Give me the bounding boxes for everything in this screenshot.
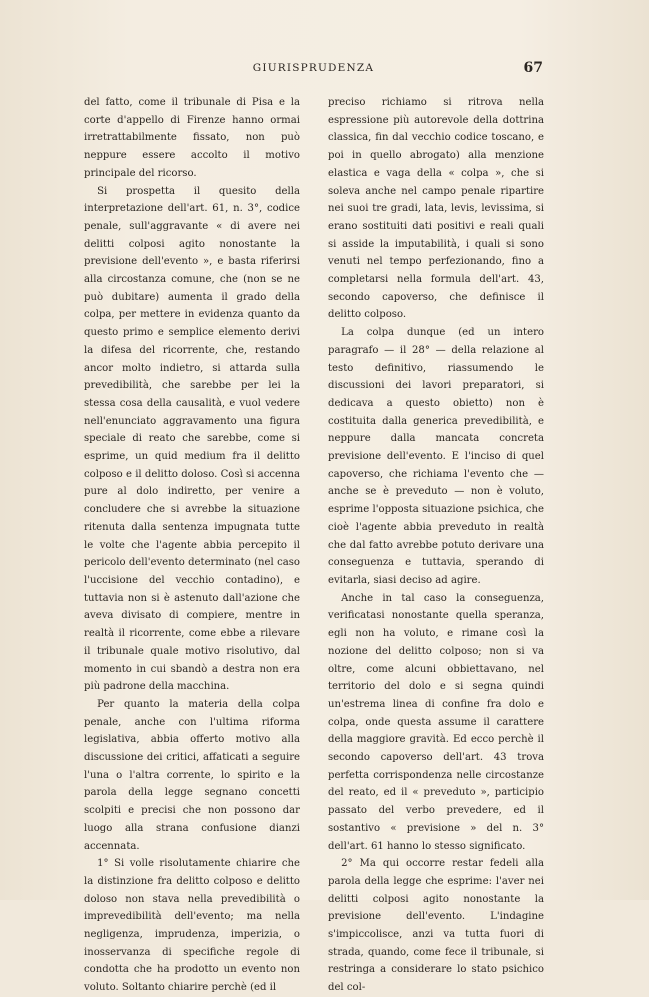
paragraph: La colpa dunque (ed un intero paragrafo — il 28° — della relazione al testo definitivo, riassumendo le discussioni dei lavori preparatori, si dedicava a questo obietto) non è costituita dalla generica prevedibilità, e neppure dalla mancata concreta previsione dell'evento. E l'inciso di quel capoverso, che richiama l'evento che — anche se è preveduto — non è voluto, esprime l'opposta situazione psichica, che cioè l'agente abbia preveduto in realtà che dal fatto avrebbe potuto derivare una conseguenza e tuttavia, sperando di evitarla, siasi deciso ad agire. [328,327,544,586]
left-column [84,94,300,997]
paragraph: 2° Ma qui occorre restar fedeli alla parola della legge che esprime: l'aver nei delitti colposi agito nonostante la previsione dell'evento. L'indagine s'impiccolisce, anzi va tutta fuori di strada, quando, come fece il tribunale, si restringa a considerare lo stato psichico del col- [328,858,544,994]
page-number: 67 [523,60,543,76]
paragraph: Anche in tal caso la conseguenza, verificatasi nonostante quella speranza, egli non ha voluto, e rimane così la nozione del delitto colposo; non si va oltre, come alcuni obbiettavano, nel territorio del dolo e si segna quindi un'estrema linea di confine fra dolo e colpa, onde questa assume il carattere della maggiore gravità. Ed ecco perchè il secondo capoverso dell'art. 43 trova perfetta corrispondenza nelle circostanze del reato, ed il « preveduto », participio passato del verbo prevedere, ed il sostantivo « previsione » del n. 3° dell'art. 61 hanno lo stesso significato. [328,592,544,852]
paragraph: 1° Si volle risolutamente chiarire che la distinzione fra delitto colposo e delitto doloso non stava nella prevedibilità o imprevedibilità dell'evento; ma nella negligenza, imprudenza, imperizia, o inosservanza di specifiche regole di condotta che ha prodotto un evento non voluto. Soltanto chiarire perchè (ed il [84,858,300,994]
paragraph: preciso richiamo si ritrova nella espressione più autorevole della dottrina classica, fin dal vecchio codice toscano, e poi in quello abrogato) alla menzione elastica e vaga della « colpa », che si soleva anche nel campo penale ripartire nei suoi tre gradi, lata, levis, levissima, si erano sostituiti dati positivi e reali quali si asside la imputabilità, i quali si sono venuti nel tempo perfezionando, fino a completarsi nella formula dell'art. 43, secondo capoverso, che definisce il delitto colposo. [328,97,544,321]
paragraph: Per quanto la materia della colpa penale, anche con l'ultima riforma legislativa, abbia offerto motivo alla discussione dei critici, affaticati a seguire l'una o l'altra corrente, lo spirito e la parola della legge segnano concetti scolpiti e precisi che non possono dar luogo alla strana confusione dianzi accennata. [84,698,300,852]
paragraph: del fatto, come il tribunale di Pisa e la corte d'appello di Firenze hanno ormai irretrattabilmente fissato, non può neppure essere accolto il motivo principale del ricorso. [84,97,300,179]
text-columns [84,94,544,997]
paragraph: Si prospetta il quesito della interpretazione dell'art. 61, n. 3°, codice penale, sull'aggravante « di avere nei delitti colposi agito nonostante la previsione dell'evento », e basta riferirsi alla circostanza comune, che (non se ne può dubitare) aumenta il grado della colpa, per mettere in evidenza quanto da questo primo e semplice elemento derivi la difesa del ricorrente, che, restando ancor molto indietro, si attarda sulla prevedibilità, che sarebbe per lei la stessa cosa della causalità, e vuol vedere nell'enunciato aggravamento una figura speciale di reato che sarebbe, come si esprime, un quid medium fra il delitto colposo e il delitto doloso. Così si accenna pure al dolo indiretto, per venire a concludere che si avrebbe la situazione ritenuta dalla sentenza impugnata tutte le volte che l'agente abbia percepito il pericolo dell'evento determinato (nel caso l'uccisione del vecchio contadino), e tuttavia non si è astenuto dall'azione che aveva divisato di compiere, mentre in realtà il ricorrente, come ebbe a rilevare il tribunale quale motivo risolutivo, dal momento in cui sbandò a destra non era più padrone della macchina. [84,185,300,693]
page-header [84,62,543,80]
running-title: GIURISPRUDENZA [252,62,375,74]
right-column [328,94,544,997]
